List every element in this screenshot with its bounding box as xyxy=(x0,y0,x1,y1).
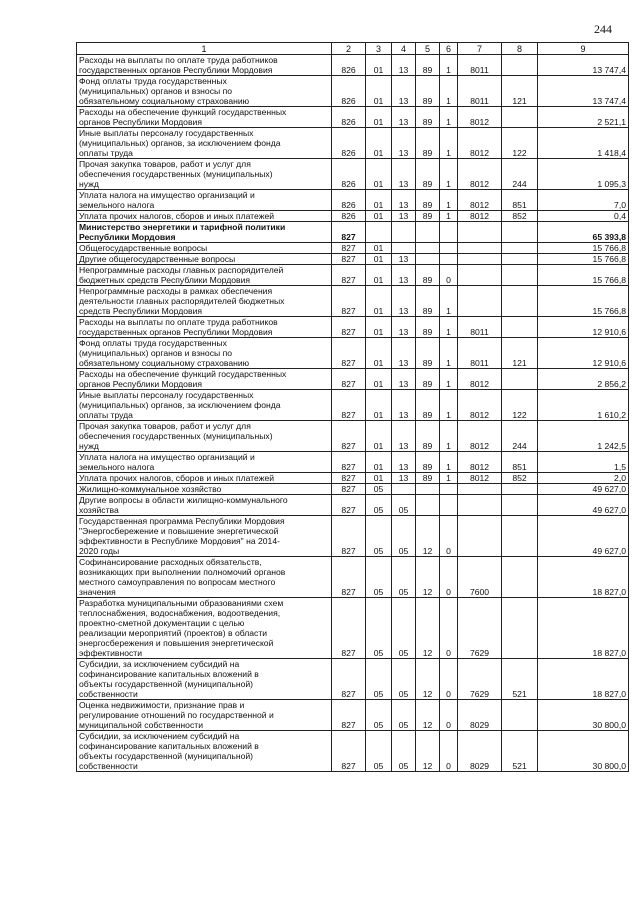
header-cell: 9 xyxy=(538,43,629,55)
section-cell: 05 xyxy=(366,731,392,772)
table-row xyxy=(77,107,629,128)
subsection-cell: 13 xyxy=(392,421,416,452)
subsection-cell: 05 xyxy=(392,495,416,516)
section-cell: 01 xyxy=(366,107,392,128)
expense-type-cell xyxy=(502,598,538,659)
admin-code-cell: 826 xyxy=(332,128,366,159)
subprogram-cell xyxy=(440,495,458,516)
section-cell: 01 xyxy=(366,317,392,338)
description-cell: Другие общегосударственные вопросы xyxy=(77,254,332,265)
program-cell: 89 xyxy=(416,107,440,128)
expense-type-cell xyxy=(502,557,538,598)
description-cell: Прочая закупка товаров, работ и услуг для обеспечения государственных (муниципальных) нужд xyxy=(77,421,332,452)
table-row xyxy=(77,243,629,254)
subprogram-cell xyxy=(440,222,458,243)
expense-type-cell: 521 xyxy=(502,659,538,700)
admin-code-cell: 827 xyxy=(332,265,366,286)
subprogram-cell: 1 xyxy=(440,473,458,484)
section-cell: 01 xyxy=(366,128,392,159)
article-cell: 7600 xyxy=(458,557,502,598)
amount-cell: 1,5 xyxy=(538,452,629,473)
subprogram-cell: 0 xyxy=(440,516,458,557)
section-cell: 01 xyxy=(366,265,392,286)
article-cell xyxy=(458,265,502,286)
amount-cell: 7,0 xyxy=(538,190,629,211)
amount-cell: 1 610,2 xyxy=(538,390,629,421)
amount-cell: 1 418,4 xyxy=(538,128,629,159)
article-cell: 8012 xyxy=(458,369,502,390)
amount-cell: 2,0 xyxy=(538,473,629,484)
amount-cell: 65 393,8 xyxy=(538,222,629,243)
program-cell: 89 xyxy=(416,338,440,369)
amount-cell: 15 766,8 xyxy=(538,254,629,265)
subsection-cell: 05 xyxy=(392,731,416,772)
table-row xyxy=(77,76,629,107)
expense-type-cell: 244 xyxy=(502,421,538,452)
section-cell: 05 xyxy=(366,700,392,731)
description-cell: Разработка муниципальными образованиями схем теплоснабжения, водоснабжения, водоотведения, проектно-сметной документации с целью реализации мероприятий (проектов) в области энергосбережения и повышения энергетической эффективности xyxy=(77,598,332,659)
table-row xyxy=(77,190,629,211)
description-cell: Иные выплаты персоналу государственных (муниципальных) органов, за исключением фонда оплаты труда xyxy=(77,390,332,421)
section-cell xyxy=(366,222,392,243)
admin-code-cell: 827 xyxy=(332,286,366,317)
subprogram-cell: 1 xyxy=(440,55,458,76)
article-cell xyxy=(458,243,502,254)
subprogram-cell xyxy=(440,254,458,265)
admin-code-cell: 827 xyxy=(332,473,366,484)
expense-type-cell: 122 xyxy=(502,128,538,159)
amount-cell: 18 827,0 xyxy=(538,659,629,700)
table-row xyxy=(77,159,629,190)
program-cell: 12 xyxy=(416,598,440,659)
table-row xyxy=(77,659,629,700)
header-cell: 2 xyxy=(332,43,366,55)
description-cell: Субсидии, за исключением субсидий на софинансирование капитальных вложений в объекты государственной (муниципальной) собственности xyxy=(77,731,332,772)
expense-type-cell xyxy=(502,286,538,317)
article-cell: 8012 xyxy=(458,421,502,452)
admin-code-cell: 827 xyxy=(332,598,366,659)
program-cell: 89 xyxy=(416,76,440,107)
expense-type-cell: 122 xyxy=(502,390,538,421)
amount-cell: 0,4 xyxy=(538,211,629,222)
admin-code-cell: 827 xyxy=(332,452,366,473)
page-number: 244 xyxy=(594,22,612,36)
description-cell: Фонд оплаты труда государственных (муниципальных) органов и взносы по обязательному социальному страхованию xyxy=(77,338,332,369)
article-cell: 7629 xyxy=(458,598,502,659)
subsection-cell: 13 xyxy=(392,107,416,128)
header-row xyxy=(77,43,629,55)
program-cell: 89 xyxy=(416,390,440,421)
amount-cell: 12 910,6 xyxy=(538,338,629,369)
expense-type-cell xyxy=(502,254,538,265)
section-cell: 05 xyxy=(366,659,392,700)
amount-cell: 18 827,0 xyxy=(538,557,629,598)
admin-code-cell: 827 xyxy=(332,731,366,772)
expense-type-cell xyxy=(502,369,538,390)
expense-type-cell xyxy=(502,484,538,495)
section-cell: 05 xyxy=(366,598,392,659)
admin-code-cell: 827 xyxy=(332,659,366,700)
program-cell: 89 xyxy=(416,55,440,76)
table-row xyxy=(77,211,629,222)
program-cell: 12 xyxy=(416,731,440,772)
subsection-cell: 13 xyxy=(392,76,416,107)
article-cell: 8012 xyxy=(458,159,502,190)
amount-cell: 18 827,0 xyxy=(538,598,629,659)
subsection-cell: 13 xyxy=(392,265,416,286)
subprogram-cell: 1 xyxy=(440,76,458,107)
subsection-cell: 13 xyxy=(392,390,416,421)
article-cell: 8029 xyxy=(458,731,502,772)
section-cell: 01 xyxy=(366,76,392,107)
subprogram-cell: 1 xyxy=(440,390,458,421)
description-cell: Расходы на обеспечение функций государственных органов Республики Мордовия xyxy=(77,369,332,390)
amount-cell: 2 856,2 xyxy=(538,369,629,390)
section-cell: 01 xyxy=(366,390,392,421)
article-cell: 8012 xyxy=(458,390,502,421)
admin-code-cell: 827 xyxy=(332,338,366,369)
table-row xyxy=(77,265,629,286)
subprogram-cell: 0 xyxy=(440,700,458,731)
program-cell: 89 xyxy=(416,421,440,452)
description-cell: Другие вопросы в области жилищно-коммунального хозяйства xyxy=(77,495,332,516)
subprogram-cell: 1 xyxy=(440,211,458,222)
amount-cell: 12 910,6 xyxy=(538,317,629,338)
admin-code-cell: 827 xyxy=(332,516,366,557)
program-cell: 89 xyxy=(416,128,440,159)
table-row xyxy=(77,390,629,421)
section-cell: 01 xyxy=(366,452,392,473)
amount-cell: 13 747,4 xyxy=(538,55,629,76)
table-row xyxy=(77,421,629,452)
amount-cell: 1 095,3 xyxy=(538,159,629,190)
subsection-cell xyxy=(392,484,416,495)
table-row xyxy=(77,484,629,495)
program-cell: 12 xyxy=(416,557,440,598)
section-cell: 01 xyxy=(366,286,392,317)
program-cell: 12 xyxy=(416,700,440,731)
amount-cell: 30 800,0 xyxy=(538,700,629,731)
admin-code-cell: 827 xyxy=(332,243,366,254)
program-cell: 89 xyxy=(416,159,440,190)
table-row xyxy=(77,516,629,557)
article-cell: 8011 xyxy=(458,76,502,107)
admin-code-cell: 827 xyxy=(332,421,366,452)
subprogram-cell: 1 xyxy=(440,128,458,159)
expense-type-cell: 852 xyxy=(502,211,538,222)
subprogram-cell: 0 xyxy=(440,265,458,286)
table-body xyxy=(77,55,629,772)
subsection-cell xyxy=(392,243,416,254)
table-row xyxy=(77,338,629,369)
subsection-cell xyxy=(392,222,416,243)
header-cell: 4 xyxy=(392,43,416,55)
header-cell: 5 xyxy=(416,43,440,55)
subprogram-cell: 1 xyxy=(440,421,458,452)
section-cell: 01 xyxy=(366,369,392,390)
description-cell: Фонд оплаты труда государственных (муниципальных) органов и взносы по обязательному социальному страхованию xyxy=(77,76,332,107)
subprogram-cell: 1 xyxy=(440,452,458,473)
description-cell: Оценка недвижимости, признание прав и регулирование отношений по государственной и муниципальной собственности xyxy=(77,700,332,731)
subprogram-cell: 0 xyxy=(440,598,458,659)
subsection-cell: 13 xyxy=(392,128,416,159)
admin-code-cell: 827 xyxy=(332,222,366,243)
subsection-cell: 13 xyxy=(392,190,416,211)
expense-type-cell: 121 xyxy=(502,76,538,107)
subprogram-cell: 0 xyxy=(440,731,458,772)
program-cell: 89 xyxy=(416,473,440,484)
admin-code-cell: 827 xyxy=(332,317,366,338)
article-cell: 8012 xyxy=(458,452,502,473)
subsection-cell: 13 xyxy=(392,452,416,473)
table-row xyxy=(77,128,629,159)
description-cell: Непрограммные расходы главных распорядителей бюджетных средств Республики Мордовия xyxy=(77,265,332,286)
expense-type-cell: 851 xyxy=(502,452,538,473)
description-cell: Уплата налога на имущество организаций и земельного налога xyxy=(77,452,332,473)
article-cell: 7629 xyxy=(458,659,502,700)
table-row xyxy=(77,286,629,317)
article-cell xyxy=(458,484,502,495)
subsection-cell: 13 xyxy=(392,254,416,265)
admin-code-cell: 827 xyxy=(332,484,366,495)
expense-type-cell xyxy=(502,516,538,557)
expense-type-cell: 851 xyxy=(502,190,538,211)
subsection-cell: 13 xyxy=(392,473,416,484)
program-cell: 89 xyxy=(416,452,440,473)
table-row xyxy=(77,55,629,76)
subsection-cell: 13 xyxy=(392,55,416,76)
program-cell: 89 xyxy=(416,317,440,338)
amount-cell: 49 627,0 xyxy=(538,484,629,495)
article-cell xyxy=(458,254,502,265)
admin-code-cell: 827 xyxy=(332,369,366,390)
subsection-cell: 13 xyxy=(392,211,416,222)
amount-cell: 13 747,4 xyxy=(538,76,629,107)
table-row xyxy=(77,317,629,338)
subprogram-cell: 1 xyxy=(440,159,458,190)
section-cell: 01 xyxy=(366,211,392,222)
expense-type-cell xyxy=(502,222,538,243)
section-cell: 01 xyxy=(366,421,392,452)
article-cell: 8012 xyxy=(458,190,502,211)
table-row xyxy=(77,452,629,473)
program-cell: 89 xyxy=(416,211,440,222)
subprogram-cell xyxy=(440,484,458,495)
amount-cell: 30 800,0 xyxy=(538,731,629,772)
article-cell xyxy=(458,495,502,516)
section-cell: 01 xyxy=(366,243,392,254)
table-row xyxy=(77,557,629,598)
subprogram-cell: 1 xyxy=(440,338,458,369)
expense-type-cell: 521 xyxy=(502,731,538,772)
article-cell: 8012 xyxy=(458,211,502,222)
description-cell: Расходы на выплаты по оплате труда работников государственных органов Республики Мордовия xyxy=(77,55,332,76)
expense-type-cell xyxy=(502,700,538,731)
section-cell: 01 xyxy=(366,338,392,369)
admin-code-cell: 826 xyxy=(332,107,366,128)
budget-table xyxy=(76,42,629,772)
description-cell: Расходы на обеспечение функций государственных органов Республики Мордовия xyxy=(77,107,332,128)
description-cell: Уплата прочих налогов, сборов и иных платежей xyxy=(77,211,332,222)
section-cell: 05 xyxy=(366,495,392,516)
program-cell: 89 xyxy=(416,190,440,211)
admin-code-cell: 826 xyxy=(332,190,366,211)
subsection-cell: 13 xyxy=(392,159,416,190)
amount-cell: 15 766,8 xyxy=(538,243,629,254)
admin-code-cell: 827 xyxy=(332,700,366,731)
article-cell xyxy=(458,516,502,557)
article-cell: 8011 xyxy=(458,338,502,369)
subsection-cell: 13 xyxy=(392,286,416,317)
article-cell: 8012 xyxy=(458,128,502,159)
description-cell: Уплата налога на имущество организаций и земельного налога xyxy=(77,190,332,211)
article-cell: 8029 xyxy=(458,700,502,731)
subprogram-cell: 0 xyxy=(440,659,458,700)
table-row xyxy=(77,495,629,516)
subsection-cell: 05 xyxy=(392,598,416,659)
admin-code-cell: 827 xyxy=(332,390,366,421)
admin-code-cell: 826 xyxy=(332,55,366,76)
description-cell: Непрограммные расходы в рамках обеспечения деятельности главных распорядителей бюджетных средств Республики Мордовия xyxy=(77,286,332,317)
description-cell: Уплата прочих налогов, сборов и иных платежей xyxy=(77,473,332,484)
table-row xyxy=(77,473,629,484)
expense-type-cell xyxy=(502,243,538,254)
expense-type-cell xyxy=(502,107,538,128)
table-row xyxy=(77,731,629,772)
amount-cell: 49 627,0 xyxy=(538,516,629,557)
program-cell xyxy=(416,495,440,516)
section-cell: 05 xyxy=(366,484,392,495)
description-cell: Иные выплаты персоналу государственных (муниципальных) органов, за исключением фонда оплаты труда xyxy=(77,128,332,159)
admin-code-cell: 827 xyxy=(332,557,366,598)
subprogram-cell: 1 xyxy=(440,369,458,390)
subsection-cell: 05 xyxy=(392,659,416,700)
section-cell: 01 xyxy=(366,254,392,265)
expense-type-cell xyxy=(502,55,538,76)
amount-cell: 2 521,1 xyxy=(538,107,629,128)
description-cell: Министерство энергетики и тарифной политики Республики Мордовия xyxy=(77,222,332,243)
description-cell: Расходы на выплаты по оплате труда работников государственных органов Республики Мордовия xyxy=(77,317,332,338)
section-cell: 01 xyxy=(366,473,392,484)
program-cell xyxy=(416,243,440,254)
header-cell: 7 xyxy=(458,43,502,55)
expense-type-cell: 244 xyxy=(502,159,538,190)
admin-code-cell: 827 xyxy=(332,495,366,516)
amount-cell: 15 766,8 xyxy=(538,265,629,286)
article-cell: 8012 xyxy=(458,107,502,128)
description-cell: Жилищно-коммунальное хозяйство xyxy=(77,484,332,495)
section-cell: 05 xyxy=(366,557,392,598)
subsection-cell: 13 xyxy=(392,317,416,338)
expense-type-cell: 852 xyxy=(502,473,538,484)
article-cell: 8012 xyxy=(458,473,502,484)
description-cell: Государственная программа Республики Мордовия "Энергосбережение и повышение энергетической эффективности в Республике Мордовия" на 2014- 2020 годы xyxy=(77,516,332,557)
expense-type-cell: 121 xyxy=(502,338,538,369)
article-cell xyxy=(458,222,502,243)
article-cell xyxy=(458,286,502,317)
subsection-cell: 05 xyxy=(392,516,416,557)
program-cell xyxy=(416,222,440,243)
subprogram-cell: 0 xyxy=(440,557,458,598)
table-row xyxy=(77,700,629,731)
subprogram-cell: 1 xyxy=(440,190,458,211)
amount-cell: 1 242,5 xyxy=(538,421,629,452)
description-cell: Общегосударственные вопросы xyxy=(77,243,332,254)
section-cell: 01 xyxy=(366,55,392,76)
admin-code-cell: 827 xyxy=(332,254,366,265)
table-row xyxy=(77,254,629,265)
amount-cell: 15 766,8 xyxy=(538,286,629,317)
subsection-cell: 05 xyxy=(392,700,416,731)
subprogram-cell xyxy=(440,243,458,254)
subprogram-cell: 1 xyxy=(440,286,458,317)
header-cell: 6 xyxy=(440,43,458,55)
description-cell: Прочая закупка товаров, работ и услуг для обеспечения государственных (муниципальных) нужд xyxy=(77,159,332,190)
admin-code-cell: 826 xyxy=(332,76,366,107)
table-row xyxy=(77,369,629,390)
program-cell xyxy=(416,484,440,495)
subprogram-cell: 1 xyxy=(440,317,458,338)
header-cell: 8 xyxy=(502,43,538,55)
section-cell: 01 xyxy=(366,190,392,211)
admin-code-cell: 826 xyxy=(332,159,366,190)
subsection-cell: 05 xyxy=(392,557,416,598)
article-cell: 8011 xyxy=(458,55,502,76)
program-cell: 12 xyxy=(416,516,440,557)
program-cell: 89 xyxy=(416,369,440,390)
description-cell: Субсидии, за исключением субсидий на софинансирование капитальных вложений в объекты государственной (муниципальной) собственности xyxy=(77,659,332,700)
header-cell: 3 xyxy=(366,43,392,55)
table-row xyxy=(77,598,629,659)
description-cell: Софинансирование расходных обязательств, возникающих при выполнении полномочий органов местного самоуправления по вопросам местного значения xyxy=(77,557,332,598)
program-cell: 89 xyxy=(416,286,440,317)
section-cell: 05 xyxy=(366,516,392,557)
program-cell: 89 xyxy=(416,265,440,286)
expense-type-cell xyxy=(502,317,538,338)
expense-type-cell xyxy=(502,265,538,286)
program-cell xyxy=(416,254,440,265)
amount-cell: 49 627,0 xyxy=(538,495,629,516)
section-cell: 01 xyxy=(366,159,392,190)
article-cell: 8011 xyxy=(458,317,502,338)
subsection-cell: 13 xyxy=(392,369,416,390)
subprogram-cell: 1 xyxy=(440,107,458,128)
header-cell: 1 xyxy=(77,43,332,55)
expense-type-cell xyxy=(502,495,538,516)
subsection-cell: 13 xyxy=(392,338,416,369)
table-row xyxy=(77,222,629,243)
admin-code-cell: 826 xyxy=(332,211,366,222)
program-cell: 12 xyxy=(416,659,440,700)
